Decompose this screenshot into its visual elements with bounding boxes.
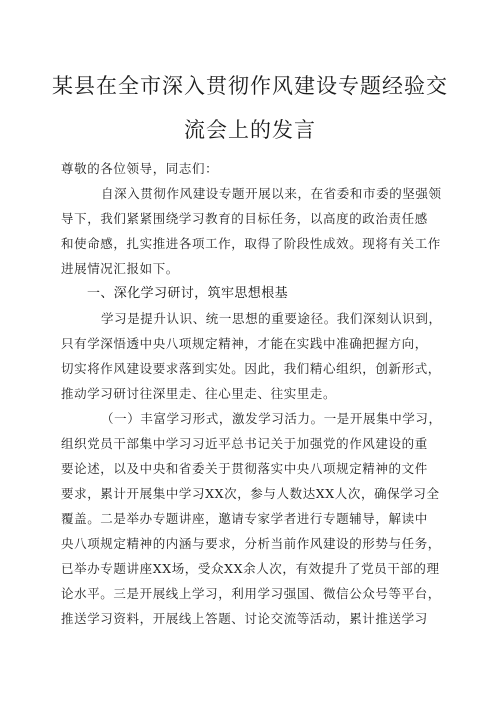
section-paragraph-line: 学习是提升认识、统一思想的重要途径。我们深刻认识到， [101, 311, 442, 326]
subsection-paragraph-line: 要求，累计开展集中学习XX次，参与人数达XX人次，确保学习全 [61, 486, 440, 501]
subsection-paragraph-line: 论水平。三是开展线上学习，利用学习强国、微信公众号等平台， [61, 586, 441, 601]
subsection-paragraph-line: 推送学习资料，开展线上答题、讨论交流等活动，累计推送学习 [61, 611, 428, 626]
section-paragraph-line: 只有学深悟透中央八项规定精神，才能在实践中准确把握方向， [61, 336, 428, 351]
intro-line: 和使命感，扎实推进各项工作，取得了阶段性成效。现将有关工作 [61, 236, 441, 251]
subsection-paragraph-line: 要论述，以及中央和省委关于贯彻落实中央八项规定精神的文件 [61, 461, 428, 476]
subsection-paragraph-line: （一）丰富学习形式，激发学习活力。一是开展集中学习， [101, 411, 442, 426]
subsection-paragraph-line: 组织党员干部集中学习习近平总书记关于加强党的作风建设的重 [61, 436, 428, 451]
section-paragraph-line: 切实将作风建设要求落到实处。因此，我们精心组织，创新形式， [61, 361, 441, 376]
subsection-paragraph-line: 已举办专题讲座XX场，受众XX余人次，有效提升了党员干部的理 [61, 561, 440, 576]
document-title-line-2: 流会上的发言 [184, 118, 316, 142]
intro-line: 进展情况汇报如下。 [61, 261, 179, 276]
subsection-paragraph-line: 覆盖。二是举办专题讲座，邀请专家学者进行专题辅导，解读中 [61, 511, 428, 526]
intro-line: 自深入贯彻作风建设专题开展以来，在省委和市委的坚强领 [101, 186, 442, 201]
salutation: 尊敬的各位领导，同志们： [61, 161, 219, 176]
subsection-paragraph-line: 央八项规定精神的内涵与要求，分析当前作风建设的形势与任务， [61, 536, 441, 551]
section-heading: 一、深化学习研讨，筑牢思想根基 [87, 286, 289, 301]
section-paragraph-line: 推动学习研讨往深里走、往心里走、往实里走。 [61, 386, 337, 401]
intro-line: 导下，我们紧紧围绕学习教育的目标任务，以高度的政治责任感 [61, 211, 428, 226]
document-title-line-1: 某县在全市深入贯彻作风建设专题经验交 [52, 74, 448, 98]
